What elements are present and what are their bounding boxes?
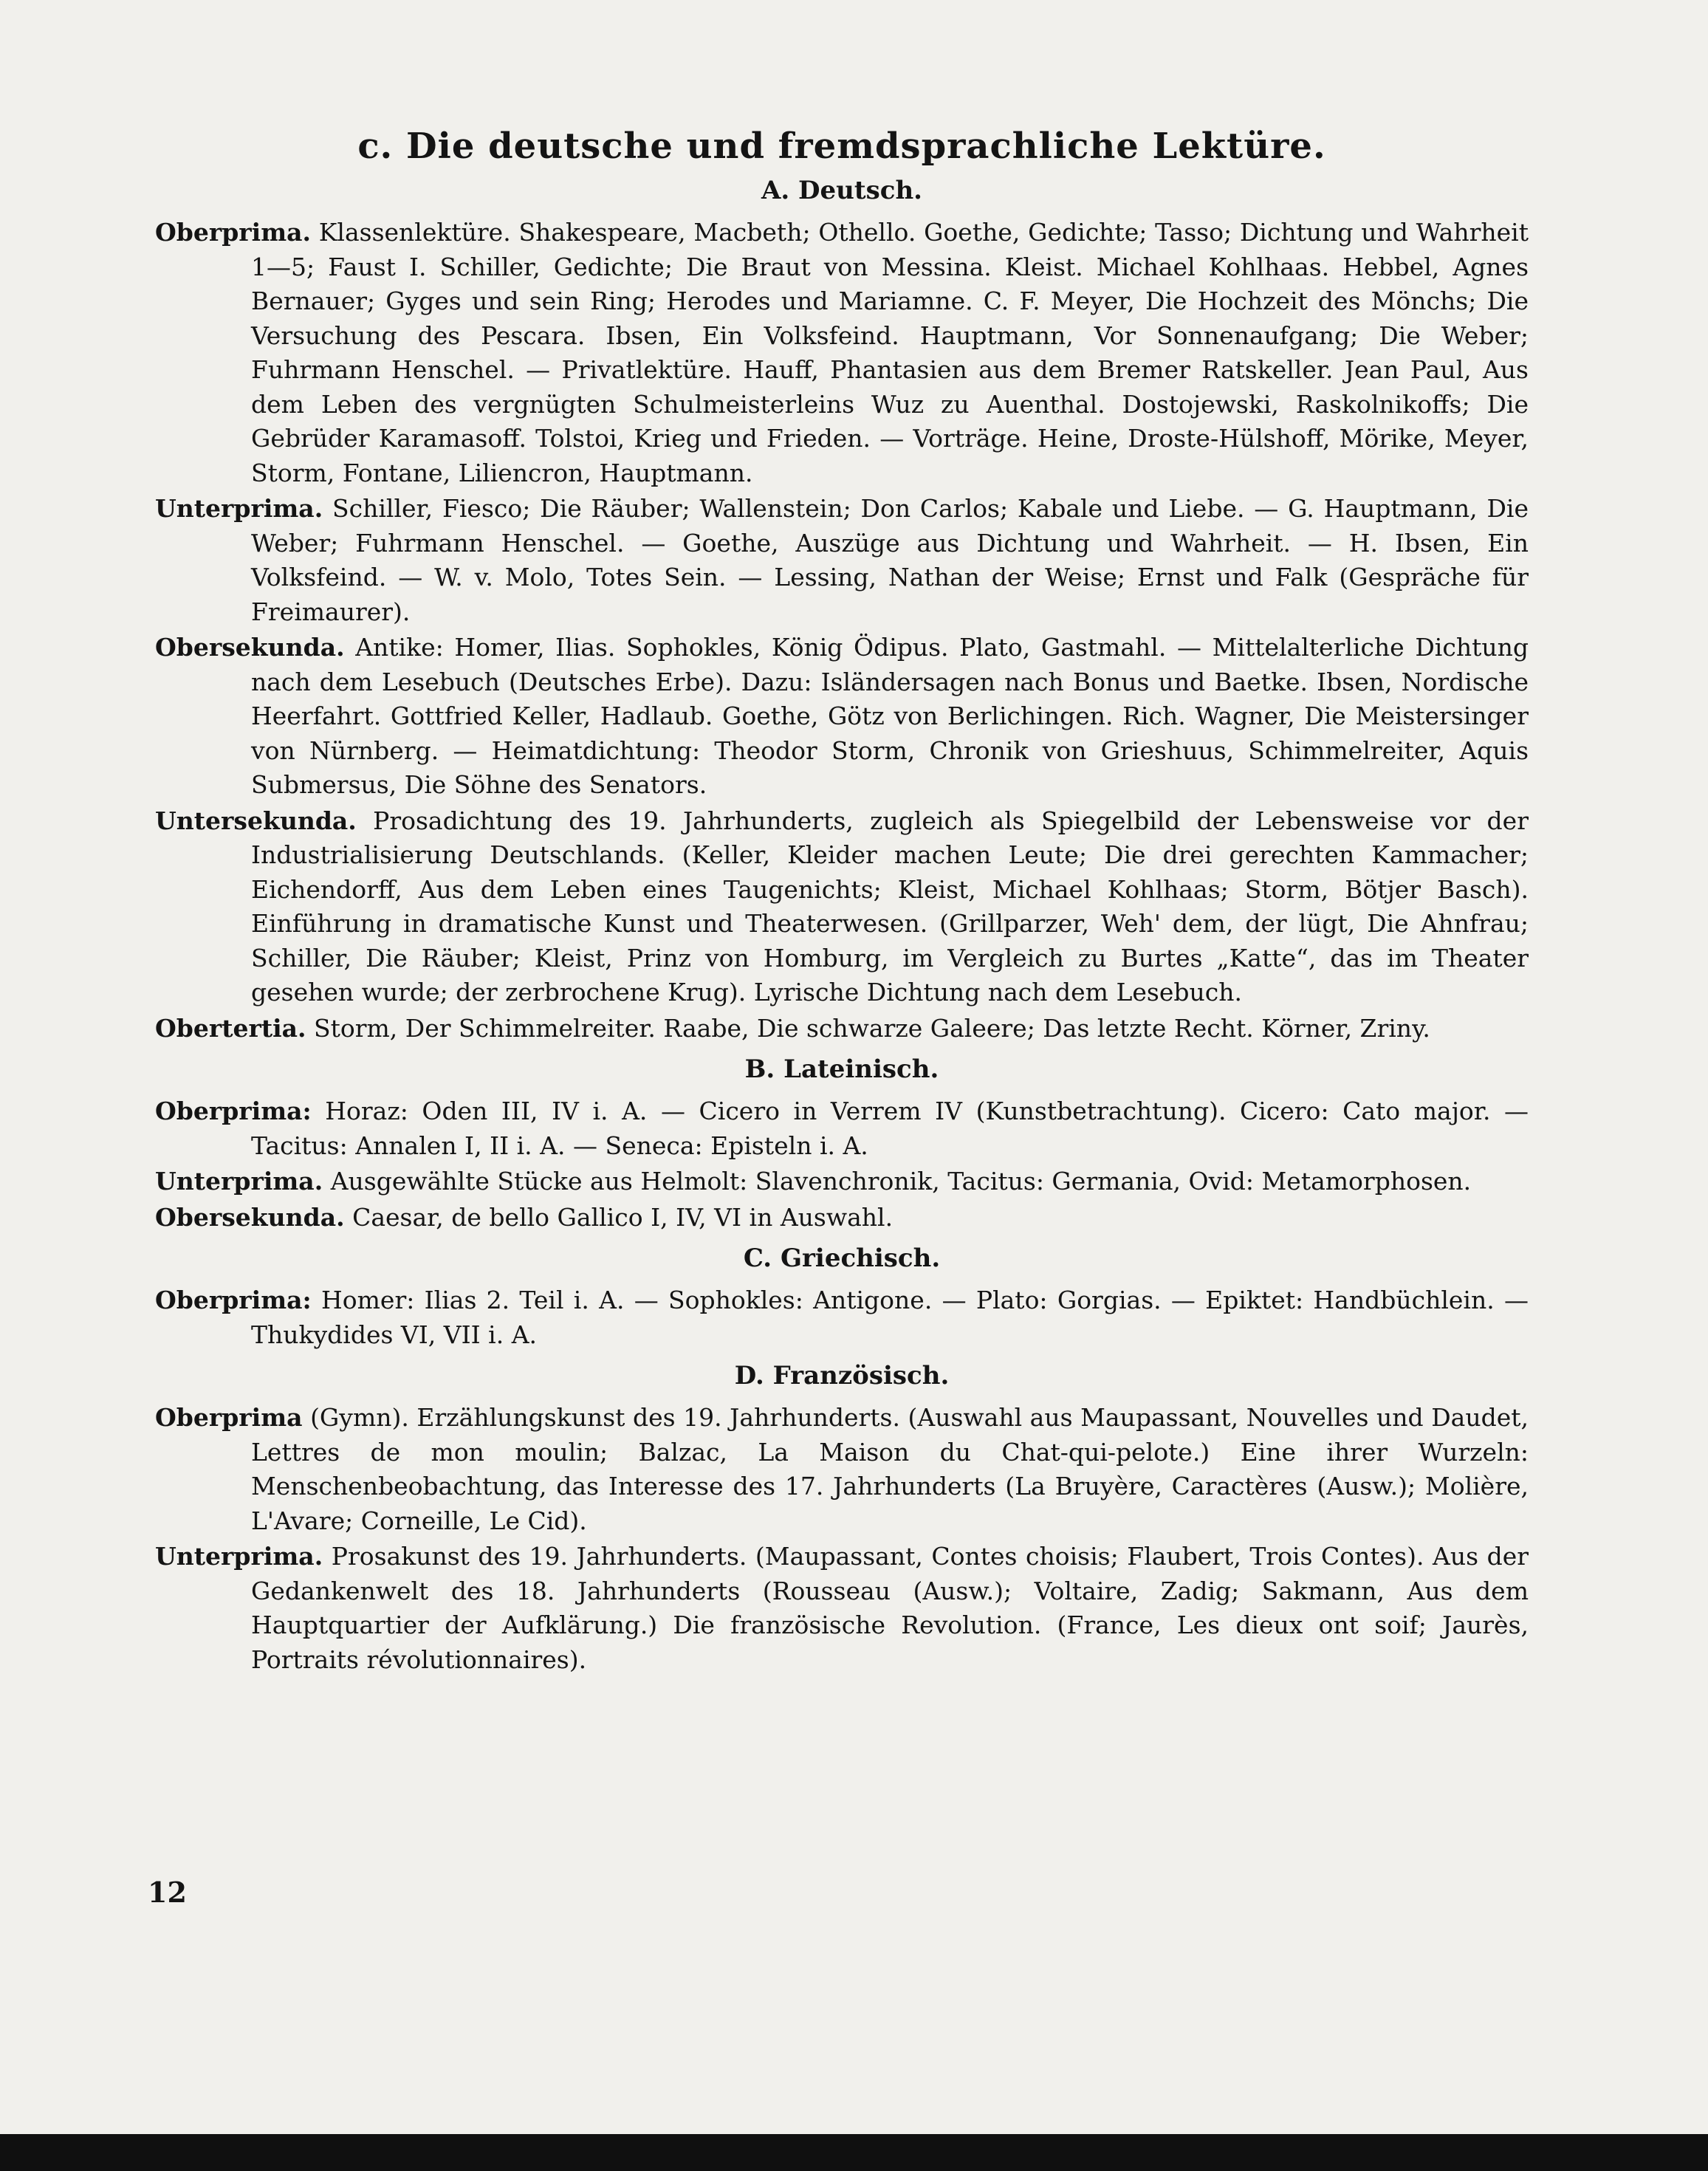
reading-list: Prosadichtung des 19. Jahrhunderts, zugleich als Spiegelbild der Lebensweise vor der Industrialisierung Deutschlands. (Keller, Kleider machen Leute; Die drei gerechten Kammacher; Eichendorff, Aus dem Leben eines Taugenichts; Kleist, Michael Kohlhaas; Storm, Bötjer Basch). Einführung in dramatische Kunst und Theaterwesen. (Grillparzer, Weh' dem, der lügt, Die Ahnfrau; Schiller, Die Räuber; Kleist, Prinz von Homburg, im Vergleich zu Burtes „Katte“, das im Theater gesehen wurde; der zerbrochene Krug). Lyrische Dichtung nach dem Lesebuch. (251, 806, 1529, 1006)
reading-list: Klassenlektüre. Shakespeare, Macbeth; Othello. Goethe, Gedichte; Tasso; Dichtung und Wahrheit 1—5; Faust I. Schiller, Gedichte; Die Braut von Messina. Kleist. Michael Kohlhaas. Hebbel, Agnes Bernauer; Gyges und sein Ring; Herodes und Mariamne. C. F. Meyer, Die Hochzeit des Mönchs; Die Versuchung des Pescara. Ibsen, Ein Volksfeind. Hauptmann, Vor Sonnenaufgang; Die Weber; Fuhrmann Henschel. — Privatlektüre. Hauff, Phantasien aus dem Bremer Ratskeller. Jean Paul, Aus dem Leben des vergnügten Schulmeisterleins Wuz zu Auenthal. Dostojewski, Raskolnikoffs; Die Gebrüder Karamasoff. Tolstoi, Krieg und Frieden. — Vorträge. Heine, Droste-Hülshoff, Mörike, Meyer, Storm, Fontane, Liliencron, Hauptmann. (251, 218, 1529, 487)
section-heading: B. Lateinisch. (744, 1054, 939, 1084)
section-heading: C. Griechisch. (743, 1244, 941, 1273)
reading-list: Antike: Homer, Ilias. Sophokles, König Ödipus. Plato, Gastmahl. — Mittelalterliche Dichtung nach dem Lesebuch (Deutsches Erbe). Dazu: Isländersagen nach Bonus und Baetke. Ibsen, Nordische Heerfahrt. Gottfried Keller, Hadlaub. Goethe, Götz von Berlichingen. Rich. Wagner, Die Meistersinger von Nürnberg. — Heimatdichtung: Theodor Storm, Chronik von Grieshuus, Schimmelreiter, Aquis Submersus, Die Söhne des Senators. (251, 633, 1529, 799)
list-item (155, 631, 1529, 803)
reading-list: Storm, Der Schimmelreiter. Raabe, Die schwarze Galeere; Das letzte Recht. Körner, Zriny. (313, 1013, 1430, 1043)
class-label: Obersekunda. (155, 1202, 345, 1232)
list-item (155, 1201, 1529, 1235)
section-heading: A. Deutsch. (761, 176, 922, 205)
section-lateinisch (155, 1054, 1529, 1235)
list-item (155, 1165, 1529, 1199)
list-item (155, 1094, 1529, 1163)
list-item (155, 1012, 1529, 1046)
reading-list: Horaz: Oden III, IV i. A. — Cicero in Verrem IV (Kunstbetrachtung). Cicero: Cato major. — Tacitus: Annalen I, II i. A. — Seneca: Episteln i. A. (251, 1097, 1529, 1160)
class-label: Obersekunda. (155, 633, 345, 662)
reading-list: Caesar, de bello Gallico I, IV, VI in Auswahl. (352, 1202, 894, 1232)
list-item (155, 1401, 1529, 1538)
class-label: Unterprima. (155, 1167, 323, 1196)
list-item (155, 216, 1529, 490)
page-number: 12 (148, 1876, 187, 1909)
reading-list: (Gymn). Erzählungskunst des 19. Jahrhunderts. (Auswahl aus Maupassant, Nouvelles und Daudet, Lettres de mon moulin; Balzac, La Maison du Chat-qui-pelote.) Eine ihrer Wurzeln: Menschenbeobachtung, das Interesse des 17. Jahrhunderts (La Bruyère, Caractères (Ausw.); Molière, L'Avare; Corneille, Le Cid). (251, 1403, 1529, 1535)
section-griechisch (155, 1244, 1529, 1352)
class-label: Oberprima: (155, 1286, 312, 1314)
list-item (155, 492, 1529, 629)
reading-list: Ausgewählte Stücke aus Helmolt: Slavenchronik, Tacitus: Germania, Ovid: Metamorphosen. (330, 1167, 1472, 1196)
reading-list: Schiller, Fiesco; Die Räuber; Wallenstein; Don Carlos; Kabale und Liebe. — G. Hauptmann, Die Weber; Fuhrmann Henschel. — Goethe, Auszüge aus Dichtung und Wahrheit. — H. Ibsen, Ein Volksfeind. — W. v. Molo, Totes Sein. — Lessing, Nathan der Weise; Ernst und Falk (Gespräche für Freimaurer). (251, 494, 1529, 626)
class-label: Untersekunda. (155, 806, 357, 835)
section-deutsch (155, 176, 1529, 1046)
section-franzoesisch (155, 1361, 1529, 1677)
section-heading: D. Französisch. (734, 1361, 950, 1390)
class-label: Oberprima (155, 1403, 303, 1432)
class-label: Unterprima. (155, 1542, 323, 1571)
page-title: c. Die deutsche und fremdsprachliche Lektüre. (357, 126, 1326, 167)
list-item (155, 1540, 1529, 1677)
page-content (155, 126, 1529, 1678)
class-label: Unterprima. (155, 494, 323, 523)
list-item (155, 1283, 1529, 1352)
class-label: Oberprima. (155, 218, 311, 247)
class-label: Obertertia. (155, 1013, 306, 1043)
list-item (155, 804, 1529, 1010)
reading-list: Homer: Ilias 2. Teil i. A. — Sophokles: Antigone. — Plato: Gorgias. — Epiktet: Handbüchlein. — Thukydides VI, VII i. A. (251, 1286, 1529, 1349)
reading-list: Prosakunst des 19. Jahrhunderts. (Maupassant, Contes choisis; Flaubert, Trois Contes). Aus der Gedankenwelt des 18. Jahrhunderts (Rousseau (Ausw.); Voltaire, Zadig; Sakmann, Aus dem Hauptquartier der Aufklärung.) Die französische Revolution. (France, Les dieux ont soif; Jaurès, Portraits révolutionnaires). (251, 1542, 1529, 1674)
class-label: Oberprima: (155, 1097, 312, 1125)
scan-border (0, 2134, 1708, 2171)
bleed-through-texture (44, 436, 49, 458)
